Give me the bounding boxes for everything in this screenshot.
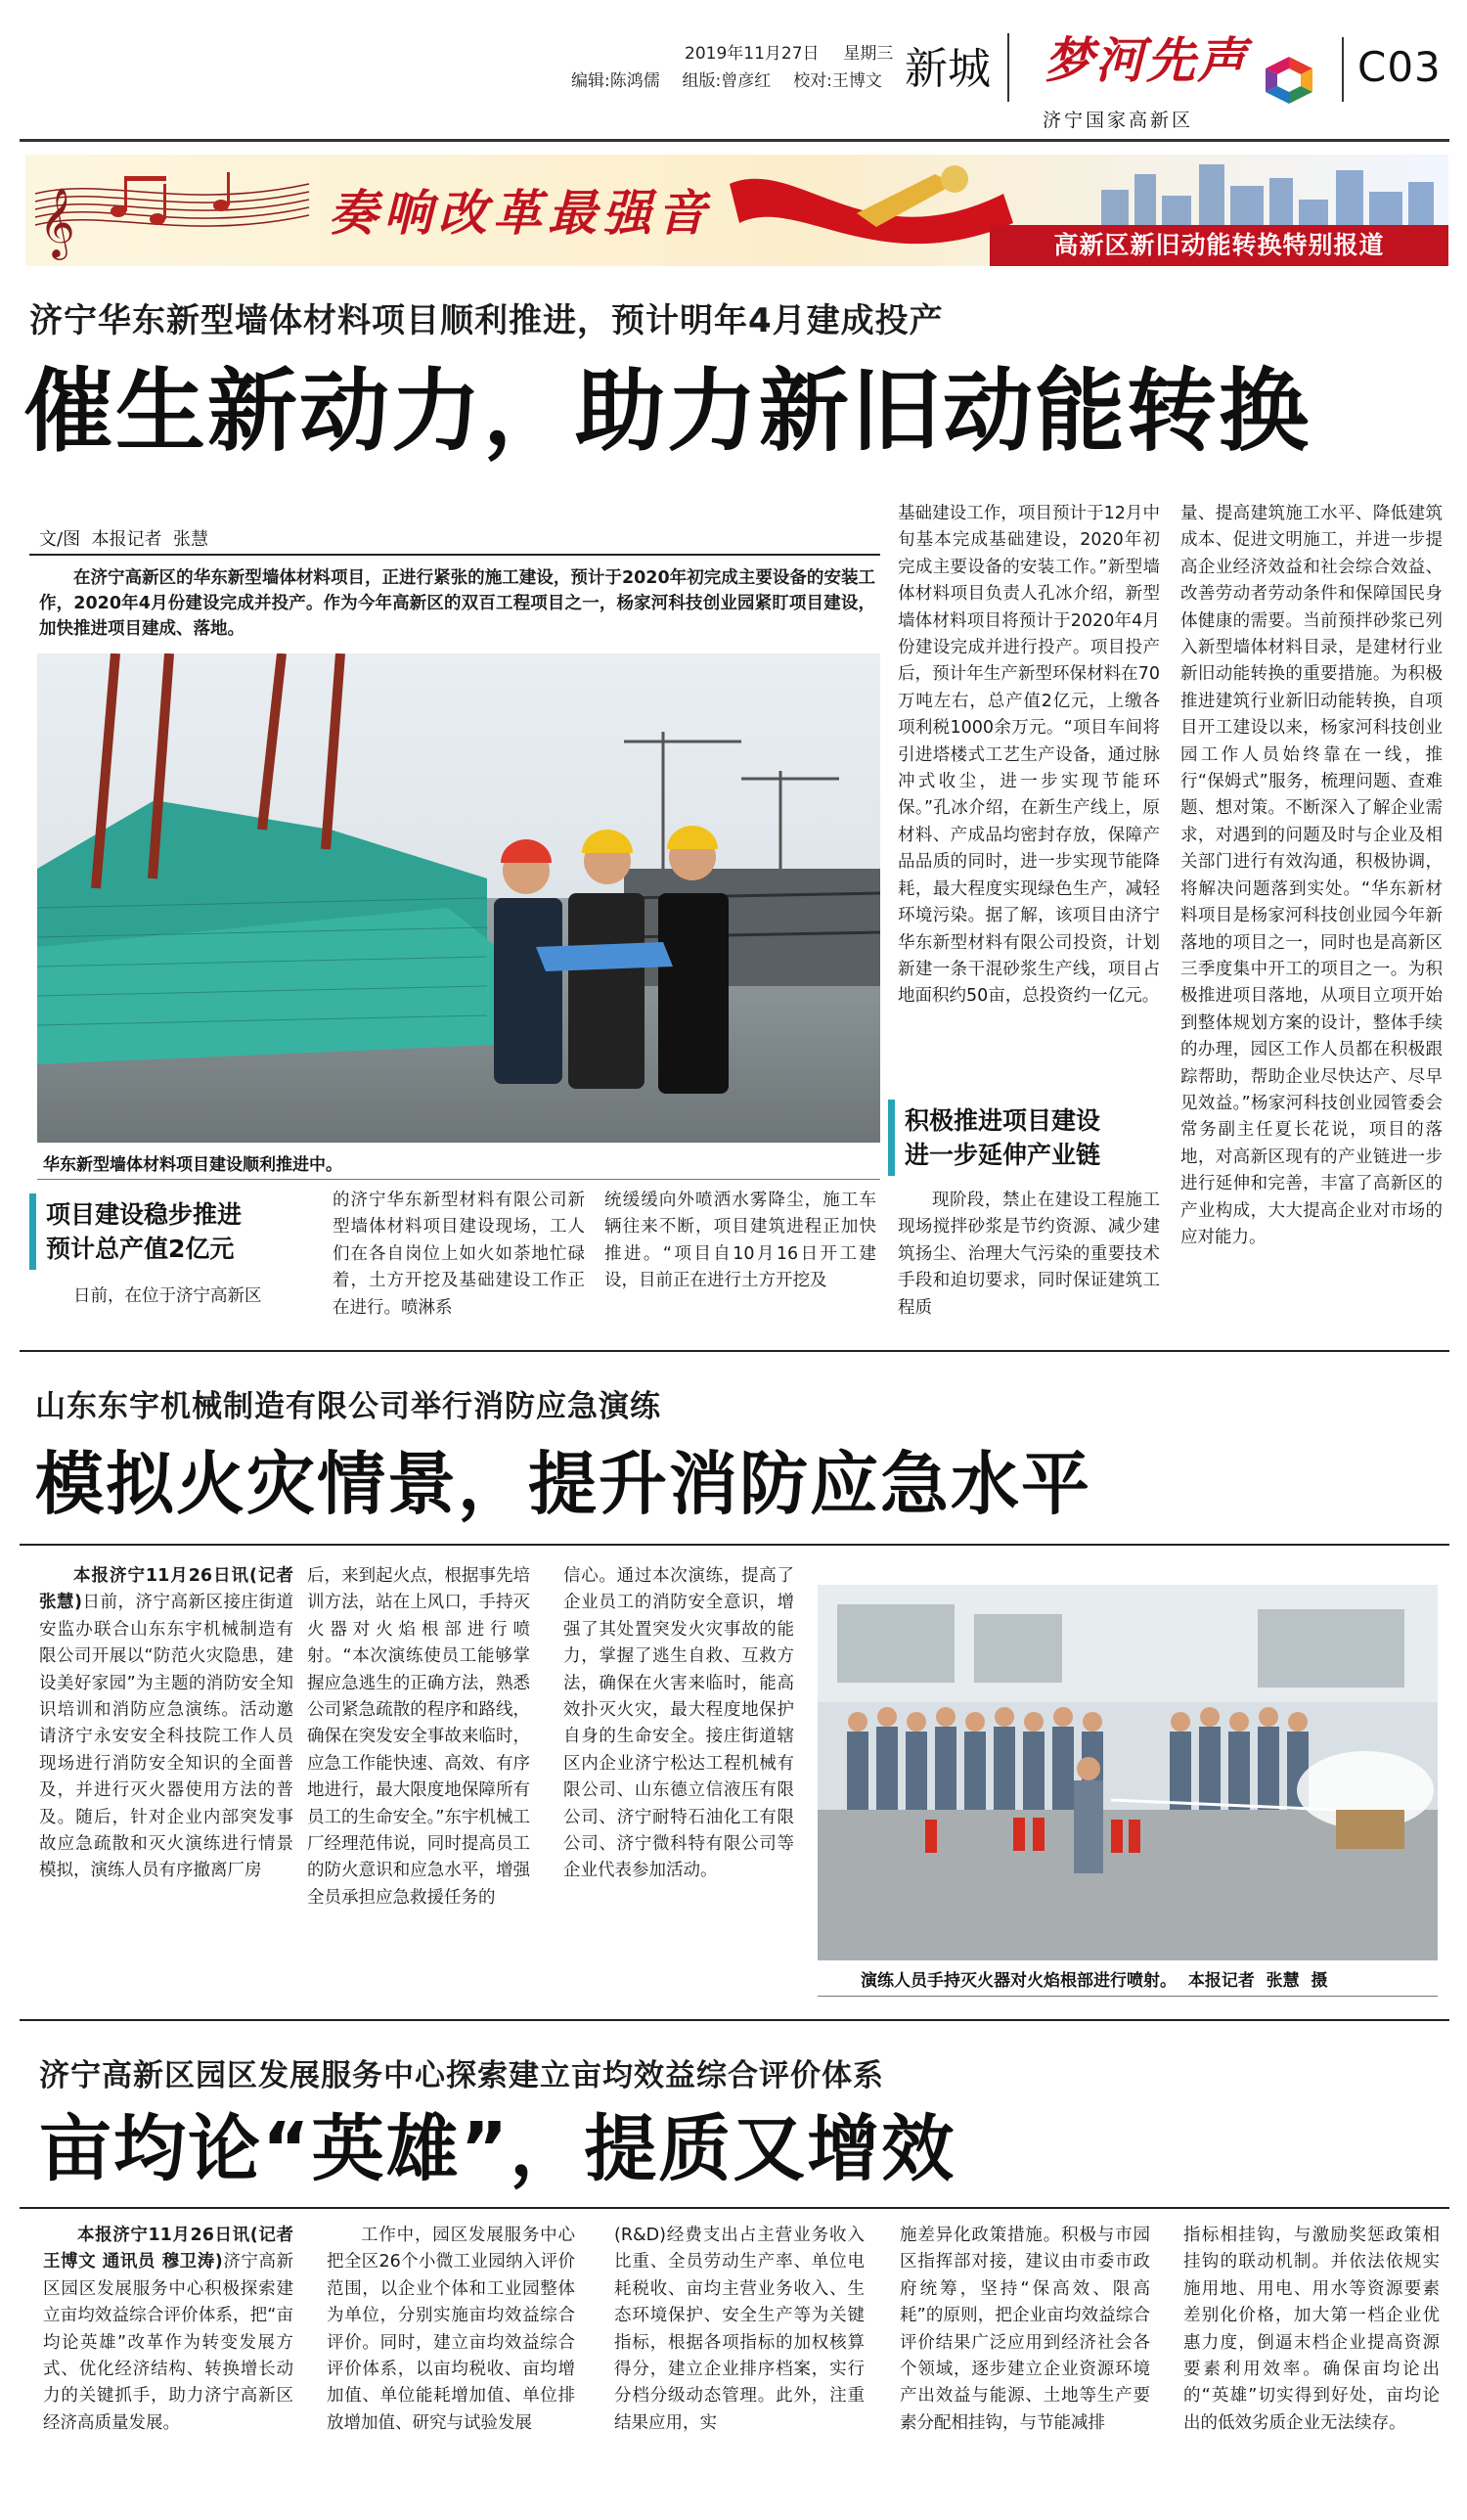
article2-col-c: 信心。通过本次演练，提高了企业员工的消防安全意识，增强了其处置突发火灾事故的能力，掌握了逃生自救、互救方法，确保在火害来临时，能高效扑灭火灾，最大程度地保护自身的生命安全。接庄街道辖区内企业济宁松达工程机械有限公司、山东德立信液压有限公司、济宁耐特石油化工有限公司、济宁微科特有限公司等企业代表参加活动。 xyxy=(563,1566,794,1881)
banner-tag: 高新区新旧动能转换特别报道 xyxy=(990,225,1448,266)
article1-col-d: 基础建设工作，项目预计于12月中旬基本完成基础建设，2020年初完成主要设备的安装工作。”新型墙体材料项目负责人孔冰介绍，新型墙体材料项目将预计于2020年4月份建设完成并进行投产。项目投产后，预计年生产新型环保材料在70万吨左右，总产值2亿元，上缴各项利税1000余万元。“项目车间将引进塔楼式工艺生产设备，通过脉冲式收尘，进一步实现节能环保。”孔冰介绍，在新生产线上，原材料、产成品均密封存放，保障产品品质的同时，进一步实现节能降耗，最大程度实现绿色生产，减轻环境污染。据了解，该项目由济宁华东新型材料有限公司投资，计划新建一条干混砂浆生产线，项目占地面积约50亩，总投资约一亿元。 xyxy=(898,504,1160,1007)
article3-col-a: 本报济宁11月26日讯(记者 王博文 通讯员 穆卫涛)济宁高新区园区发展服务中心积极探索建立亩均效益综合评价体系，把“亩均论英雄”改革作为转变发展方式、优化经济结构、转换增长动力的关键抓手，助力济宁高新区经济高质量发展。 xyxy=(43,2226,293,2433)
article1-col-c: 统缓缓向外喷洒水雾降尘，施工车辆往来不断，项目建筑进程正加快推进。“项目自10月16日开工建设，目前正在进行土方开挖及 xyxy=(604,1191,876,1291)
article1-col-e: 现阶段，禁止在建设工程施工现场搅拌砂浆是节约资源、减少建筑扬尘、治理大气污染的重要技术手段和迫切要求，同时保证建筑工程质 xyxy=(898,1191,1160,1318)
article1-photo-caption: 华东新型墙体材料项目建设顺利推进中。 xyxy=(43,1155,342,1175)
article3-title: 亩均论“英雄”，提质又增效 xyxy=(39,2107,956,2191)
article1-col-f: 量、提高建筑施工水平、降低建筑成本、促进文明施工，并进一步提高企业经济效益和社会综合效益、改善劳动者劳动条件和保障国民身体健康的需要。当前预拌砂浆已列入新型墙体材料目录，是建材行业新旧动能转换的重要措施。为积极推进建筑行业新旧动能转换，自项目开工建设以来，杨家河科技创业园工作人员始终靠在一线，推行“保姆式”服务，梳理问题、查难题、想对策。不断深入了解企业需求，对遇到的问题及时与企业及相关部门进行有效沟通，积极协调，将解决问题落到实处。“华东新材料项目是杨家河科技创业园今年新落地的项目之一，同时也是高新区三季度集中开工的项目之一。为积极推进项目落地，从项目立项开始到整体规划方案的设计，整体手续的办理，园区工作人员都在积极跟踪帮助，帮助企业尽快达产、尽早见效益。”杨家河科技创业园管委会常务副主任夏长花说，项目的落地，对高新区现有的产业链进一步进行延伸和完善，丰富了高新区的产业构成，大大提高企业对市场的应对能力。 xyxy=(1180,504,1443,1247)
article1-col-b: 的济宁华东新型材料有限公司新型墙体材料项目建设现场，工人们在各自岗位上如火如荼地忙碌着，土方开挖及基础建设工作正在进行。喷淋系 xyxy=(333,1191,585,1318)
page-number: C03 xyxy=(1357,43,1442,91)
article2-photo-caption: 演练人员手持灭火器对火焰根部进行喷射。 本报记者 张慧 摄 xyxy=(861,1971,1328,1991)
construction-site-photo xyxy=(37,653,880,1143)
article3-col-e: 指标相挂钩，与激励奖惩政策相挂钩的联动机制。并依法依规实施用地、用电、用水等资源要素差别化价格，加大第一档企业优惠力度，倒逼末档企业提高资源要素利用效率。确保亩均论出的“英雄”切实得到好处，亩均论出的低效劣质企业无法续存。 xyxy=(1183,2226,1440,2433)
article1-lead: 在济宁高新区的华东新型墙体材料项目，正进行紧张的施工建设，预计于2020年初完成主要设备的安装工作，2020年4月份建设完成并投产。作为今年高新区的双百工程项目之一，杨家河科技创业园紧盯项目建设，加快推进项目建成、落地。 xyxy=(39,568,875,639)
issue-weekday: 星期三 xyxy=(843,44,894,64)
article2-kicker: 山东东宇机械制造有限公司举行消防应急演练 xyxy=(35,1389,661,1424)
article3-col-b: 工作中，园区发展服务中心把全区26个小微工业园纳入评价范围，以企业个体和工业园整体为单位，分别实施亩均效益综合评价。同时，建立亩均效益综合评价体系，以亩均税收、亩均增加值、单位能耗增加值、单位排放增加值、研究与试验发展 xyxy=(327,2226,575,2433)
article3-col-d: 施差异化政策措施。积极与市园区指挥部对接，建议由市委市政府统筹，坚持“保高效、限高耗”的原则，把企业亩均效益综合评价结果广泛应用到经济社会各个领域，逐步建立企业资源环境产出效益与能源、土地等生产要素分配相挂钩，与节能减排 xyxy=(900,2226,1150,2433)
paper-logo: 梦河先声 xyxy=(1045,31,1248,89)
fire-drill-photo xyxy=(818,1585,1438,1960)
article1-title: 催生新动力，助力新旧动能转换 xyxy=(23,359,1311,464)
banner-slogan: 奏响改革最强音 xyxy=(329,184,712,242)
section-name: 新城 xyxy=(905,44,991,94)
article1-col-a: 日前，在位于济宁高新区 xyxy=(73,1286,262,1306)
article2-col-b: 后，来到起火点，根据事先培训方法，站在上风口，手持灭火器对火焰根部进行喷射。“本次演练使员工能够掌握应急逃生的正确方法，熟悉公司紧急疏散的程序和路线，确保在突发安全事故来临时，应急工作能快速、高效、有序地进行，最大限度地保障所有员工的生命安全。”东宇机械工厂经理范伟说，同时提高员工的防火意识和应急水平，增强全员承担应急救援任务的 xyxy=(307,1566,530,1908)
issue-date: 2019年11月27日 xyxy=(685,44,820,64)
music-notes-icon xyxy=(25,155,319,266)
ribbon-decoration xyxy=(710,155,1023,266)
zone-logo-icon xyxy=(1262,53,1316,108)
article1-subhead-1: 项目建设稳步推进 预计总产值2亿元 xyxy=(29,1193,317,1270)
special-report-banner xyxy=(25,155,1448,266)
editor-credit: 编辑:陈鸿儒 xyxy=(571,71,660,91)
layout-credit: 组版:曾彦红 xyxy=(682,71,772,91)
article1-byline: 文/图 本报记者 张慧 xyxy=(39,529,208,550)
article3-col-c: (R&D)经费支出占主营业务收入比重、全员劳动生产率、单位电耗税收、亩均主营业务收入、生态环境保护、安全生产等为关键指标，根据各项指标的加权核算得分，建立企业排序档案，实行分档分级动态管理。此外，注重结果应用，实 xyxy=(614,2226,865,2433)
article2-title: 模拟火灾情景，提升消防应急水平 xyxy=(35,1444,1091,1524)
svg-text:𝄞: 𝄞 xyxy=(39,186,75,257)
zone-name: 济宁国家高新区 xyxy=(1043,110,1194,131)
proof-credit: 校对:王博文 xyxy=(793,71,882,91)
article1-subhead-2: 积极推进项目建设 进一步延伸产业链 xyxy=(888,1100,1162,1176)
article2-col-a: 本报济宁11月26日讯(记者 张慧)日前，济宁高新区接庄街道安监办联合山东东宇机械制造有限公司开展以“防范火灾隐患，建设美好家园”为主题的消防安全知识培训和消防应急演练。活动邀请济宁永安安全科技院工作人员现场进行消防安全知识的全面普及，并进行灭火器使用方法的普及。随后，针对企业内部突发事故应急疏散和灭火演练进行情景模拟，演练人员有序撤离厂房 xyxy=(39,1566,293,1881)
masthead xyxy=(0,0,1467,137)
article1-kicker: 济宁华东新型墙体材料项目顺利推进，预计明年4月建成投产 xyxy=(29,301,944,340)
article3-kicker: 济宁高新区园区发展服务中心探索建立亩均效益综合评价体系 xyxy=(39,2058,884,2093)
